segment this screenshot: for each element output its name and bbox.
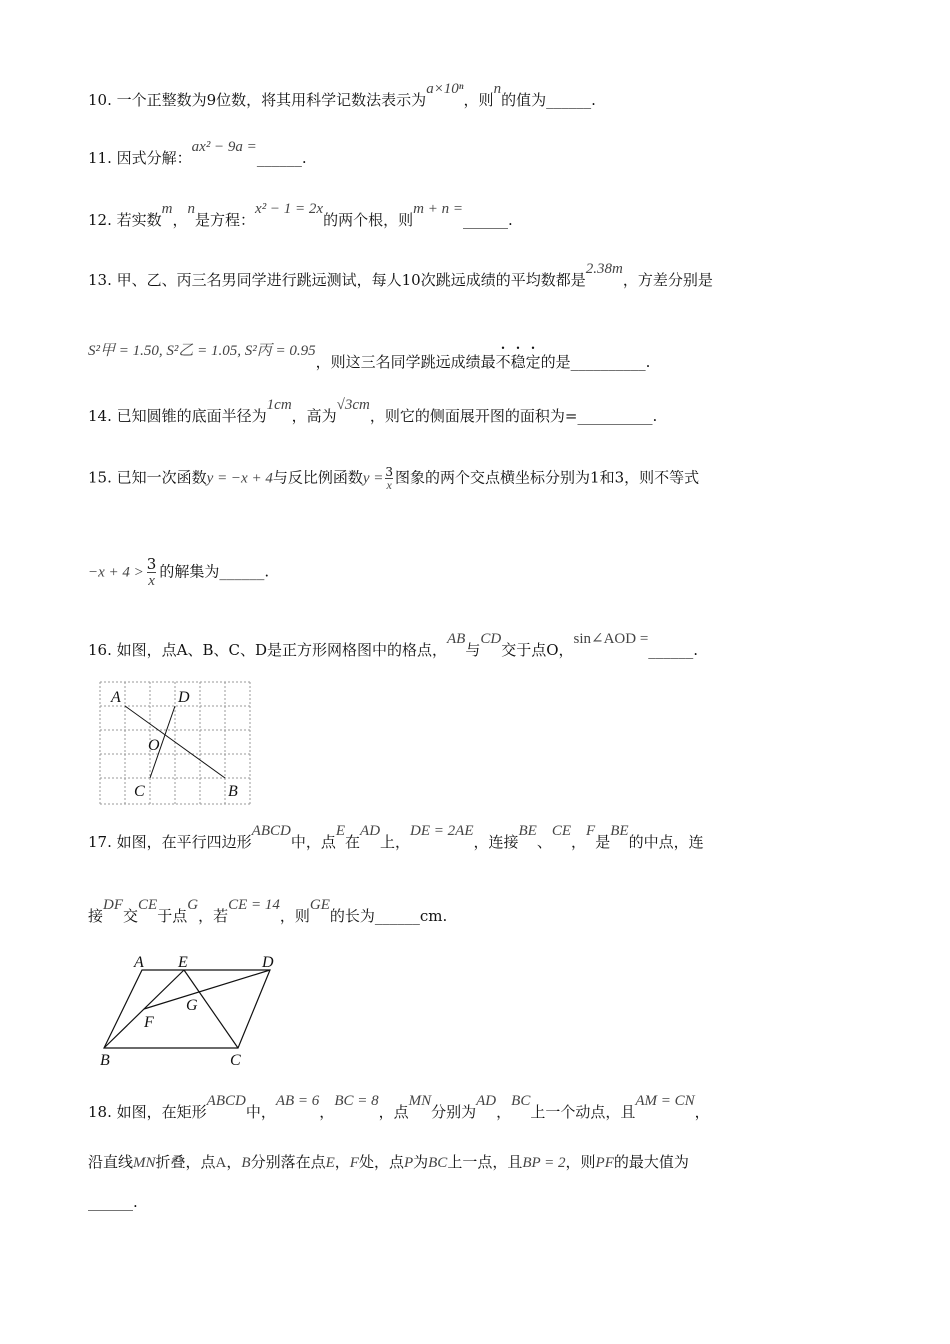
fraction-denominator: x bbox=[148, 573, 155, 589]
question-11 bbox=[88, 139, 890, 169]
math-expression: BC = 8 bbox=[334, 1093, 379, 1109]
question-number: 12. bbox=[88, 211, 112, 229]
math-expression: BC bbox=[428, 1155, 448, 1171]
label-c: C bbox=[134, 783, 145, 800]
text: 因式分解： bbox=[116, 149, 192, 167]
text: 甲、乙、丙三名男同学进行跳远测试，每人10次跳远成绩的平均数都是 bbox=[116, 271, 586, 289]
math-expression: −x + 4 > bbox=[88, 564, 144, 581]
text: 的两个根，则 bbox=[323, 211, 414, 229]
question-number: 17. bbox=[88, 833, 112, 851]
text: 是 bbox=[595, 833, 611, 851]
text: ，则 bbox=[463, 91, 494, 109]
text: ______. bbox=[256, 149, 307, 167]
label-d: D bbox=[262, 954, 274, 971]
text: ，高为 bbox=[291, 407, 337, 425]
question-17-line-1 bbox=[88, 823, 890, 853]
math-expression: n bbox=[493, 81, 502, 97]
text: 折叠，点 bbox=[155, 1153, 216, 1171]
math-expression: AD bbox=[360, 823, 381, 839]
math-expression: BC bbox=[511, 1093, 531, 1109]
text: 如图，点A、B、C、D是正方形网格图中的格点， bbox=[116, 641, 448, 659]
grid-figure bbox=[98, 680, 252, 806]
text: ，点 bbox=[378, 1103, 409, 1121]
math-expression: AD bbox=[476, 1093, 497, 1109]
text: ，若 bbox=[198, 907, 229, 925]
question-number: 13. bbox=[88, 271, 112, 289]
text: 在 bbox=[345, 833, 361, 851]
fraction bbox=[147, 556, 157, 589]
math-expression: AM = CN bbox=[635, 1093, 695, 1109]
question-16 bbox=[88, 631, 890, 661]
question-number: 15. bbox=[88, 468, 112, 487]
text: ， bbox=[172, 211, 188, 229]
text: ，则 bbox=[565, 1153, 596, 1171]
text: 于点 bbox=[157, 907, 188, 925]
text: 交 bbox=[123, 907, 139, 925]
label-f: F bbox=[144, 1014, 154, 1031]
label-c: C bbox=[230, 1052, 241, 1069]
question-17-line-2 bbox=[88, 897, 890, 927]
text: 已知圆锥的底面半径为 bbox=[116, 407, 267, 425]
math-expression: PF bbox=[595, 1155, 614, 1171]
label-e: E bbox=[178, 954, 188, 971]
label-o: O bbox=[148, 737, 160, 754]
question-number: 10. bbox=[88, 91, 112, 109]
math-expression: P bbox=[403, 1155, 414, 1171]
parallelogram-figure bbox=[96, 950, 286, 1072]
text: ，连接 bbox=[473, 833, 519, 851]
math-expression: a×10ⁿ bbox=[426, 81, 464, 97]
question-13-line-2 bbox=[88, 344, 890, 373]
fraction-denominator: x bbox=[386, 478, 392, 492]
math-expression: G bbox=[187, 897, 199, 913]
math-expression: ABCD bbox=[251, 823, 291, 839]
math-expression: F bbox=[586, 823, 596, 839]
text: 的是__________. bbox=[540, 353, 651, 371]
text: 交于点O， bbox=[501, 641, 574, 659]
math-expression: AB bbox=[447, 631, 466, 647]
text: ， bbox=[226, 1153, 242, 1171]
math-expression: E bbox=[325, 1155, 335, 1171]
math-expression: B bbox=[241, 1155, 251, 1171]
variance-expression: S²甲 = 1.50, S²乙 = 1.05, S²丙 = 0.95 bbox=[88, 343, 316, 359]
text: ， bbox=[694, 1103, 710, 1121]
text: 上， bbox=[380, 833, 411, 851]
math-expression: m + n = bbox=[413, 201, 463, 217]
text: ，方差分别是 bbox=[622, 271, 713, 289]
answer-blank: ______. bbox=[88, 1193, 138, 1211]
question-14 bbox=[88, 397, 890, 427]
math-expression: CE = 14 bbox=[228, 897, 280, 913]
math-expression: CE bbox=[551, 823, 572, 839]
text: 的解集为______. bbox=[159, 562, 270, 581]
math-expression: AB = 6 bbox=[275, 1093, 320, 1109]
fraction-numerator: 3 bbox=[146, 555, 157, 573]
text: 处，点 bbox=[358, 1153, 404, 1171]
question-number: 16. bbox=[88, 641, 112, 659]
text: 的中点，连 bbox=[628, 833, 704, 851]
math-expression: MN bbox=[408, 1093, 432, 1109]
math-expression: E bbox=[335, 823, 346, 839]
math-expression: DF bbox=[103, 897, 124, 913]
math-expression: F bbox=[349, 1155, 359, 1171]
text: ，则 bbox=[279, 907, 310, 925]
text: 的长为______cm. bbox=[329, 907, 448, 925]
math-expression: BE bbox=[518, 823, 537, 839]
text: ， bbox=[334, 1153, 350, 1171]
math-expression: n bbox=[187, 201, 196, 217]
question-18-line-1 bbox=[88, 1093, 890, 1123]
text: ______. bbox=[462, 211, 513, 229]
text: ，则这三名同学跳远成绩最 bbox=[315, 353, 496, 371]
text: 一个正整数为9位数，将其用科学记数法表示为 bbox=[116, 91, 427, 109]
math-expression: A bbox=[215, 1155, 227, 1171]
math-expression: ax² − 9a = bbox=[191, 139, 257, 155]
question-number: 11. bbox=[88, 149, 112, 167]
math-expression: BP = 2 bbox=[522, 1155, 566, 1171]
text: 中， bbox=[245, 1103, 276, 1121]
text: 的值为______. bbox=[501, 91, 596, 109]
label-a: A bbox=[134, 954, 144, 971]
math-expression: ABCD bbox=[206, 1093, 246, 1109]
text: 如图，在平行四边形 bbox=[116, 833, 252, 851]
question-number: 18. bbox=[88, 1103, 112, 1121]
math-expression: CE bbox=[138, 897, 158, 913]
text: 若实数 bbox=[116, 211, 162, 229]
emphasized-text: 不稳定 bbox=[495, 353, 541, 371]
question-10 bbox=[88, 81, 890, 111]
label-b: B bbox=[228, 783, 238, 800]
math-expression: y = bbox=[362, 470, 384, 487]
question-number: 14. bbox=[88, 407, 112, 425]
math-expression: 1cm bbox=[266, 397, 292, 413]
math-expression: y = −x + 4 bbox=[206, 470, 273, 487]
text: ， bbox=[496, 1103, 512, 1121]
question-15-line-2 bbox=[88, 556, 890, 589]
label-b: B bbox=[100, 1052, 110, 1069]
text: 是方程： bbox=[195, 211, 256, 229]
text: ， bbox=[319, 1103, 335, 1121]
text: 、 bbox=[536, 833, 552, 851]
text: ______. bbox=[648, 641, 699, 659]
fraction bbox=[385, 466, 393, 491]
text: 图象的两个交点横坐标分别为1和3，则不等式 bbox=[395, 468, 700, 487]
math-expression: m bbox=[161, 201, 173, 217]
question-18-line-2 bbox=[88, 1152, 890, 1173]
label-d: D bbox=[178, 689, 190, 706]
text: ，则它的侧面展开图的面积为=__________. bbox=[369, 407, 658, 425]
text: 如图，在矩形 bbox=[116, 1103, 207, 1121]
math-expression: BE bbox=[610, 823, 629, 839]
question-12 bbox=[88, 201, 890, 231]
text: 已知一次函数 bbox=[116, 468, 207, 487]
question-15-line-1 bbox=[88, 466, 890, 491]
math-expression: MN bbox=[133, 1155, 156, 1171]
text: 接 bbox=[88, 907, 104, 925]
question-18-line-3 bbox=[88, 1192, 890, 1212]
text: 的最大值为 bbox=[613, 1153, 689, 1171]
math-expression: GE bbox=[309, 897, 330, 913]
math-expression: √3cm bbox=[336, 397, 370, 413]
text: 分别落在点 bbox=[250, 1153, 326, 1171]
text: 上一点，且 bbox=[447, 1153, 523, 1171]
text: 分别为 bbox=[431, 1103, 477, 1121]
math-expression: 2.38m bbox=[585, 261, 623, 277]
math-expression: DE = 2AE bbox=[410, 823, 474, 839]
text: 与反比例函数 bbox=[272, 468, 363, 487]
text: 为 bbox=[413, 1153, 429, 1171]
text: 与 bbox=[465, 641, 481, 659]
label-a: A bbox=[111, 689, 121, 706]
label-g: G bbox=[186, 997, 198, 1014]
math-expression: sin∠AOD = bbox=[573, 631, 649, 647]
text: 中，点 bbox=[290, 833, 336, 851]
text: 上一个动点，且 bbox=[530, 1103, 636, 1121]
text: 沿直线 bbox=[88, 1153, 134, 1171]
text: ， bbox=[571, 833, 587, 851]
math-expression: CD bbox=[480, 631, 502, 647]
fraction-numerator: 3 bbox=[385, 465, 394, 479]
question-13-line-1 bbox=[88, 261, 890, 291]
math-expression: x² − 1 = 2x bbox=[255, 201, 324, 217]
